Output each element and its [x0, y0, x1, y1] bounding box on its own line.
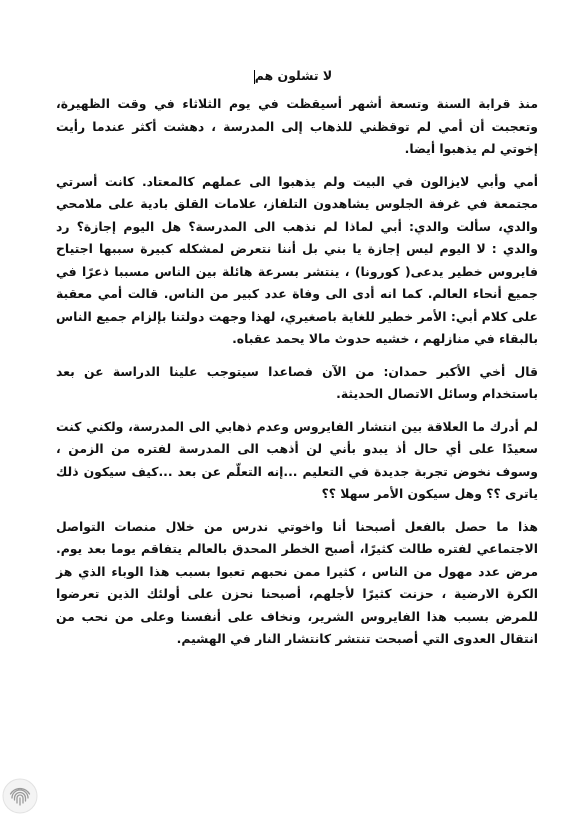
paragraph-3: قال أخي الأكبر حمدان: من الآن فصاعدا سيتوجب علينا الدراسة عن بعد باستخدام وسائل الاتصال الحديثة.	[56, 363, 538, 401]
document-title-line	[0, 68, 585, 84]
fingerprint-icon[interactable]	[2, 778, 38, 814]
document-title: لا تشلون هم	[254, 68, 333, 83]
paragraph-1: منذ قرابة السنة وتسعة أشهر أسيقظت في يوم الثلاثاء في وقت الظهيرة، وتعجبت أن أمي لم توقظني للذهاب إلى المدرسة ، دهشت أكثر عندما رأيت إخوتي لم يذهبوا أيضا.	[56, 96, 538, 156]
paragraph-4: لم أدرك ما العلاقة بين انتشار الفايروس وعدم ذهابي الى المدرسة، ولكني كنت سعيدًا على أي حال أذ يبدو بأني لن أذهب الى المدرسة لفتره من الزمن ، وسوف نخوض تجربة جديدة في التعليم ...إنه التعلّم عن بعد ...كيف سيكون ذلك ياترى ؟؟ وهل سيكون الأمر سهلا ؟؟	[56, 418, 538, 501]
paragraph-5: هذا ما حصل بالفعل أصبحنا أنا واخوتي ندرس من خلال منصات التواصل الاجتماعي لفتره طالت كثيرًا، أصبح الخطر المحدق بالعالم يتفاقم يوما بعد يوم. مرض عدد مهول من الناس ، كثيرا ممن نحبهم تعبوا بسبب هذا الوباء الذي هز الكرة الارضية ، حزنت كثيرًا لأجلهم، أصبحنا نحزن على أولئك الذين تعرضوا للمرض بسبب هذا الفايروس الشرير، ونخاف على أنفسنا وعلى من نحب من انتقال العدوى التي أصبحت تنتشر كانتشار النار في الهشيم.	[56, 518, 538, 646]
paragraph-2: أمي وأبي لايزالون في البيت ولم يذهبوا الى عملهم كالمعتاد. كانت أسرتي مجتمعة في غرفة الجلوس يشاهدون التلفاز، علامات القلق بادية على ملامحي والدي، سألت والدي: أبي لماذا لم نذهب الى المدرسة؟ هل اليوم إجازة؟ رد والدي : لا اليوم ليس إجازة يا بني بل أننا نتعرض لمشكله كبيرة سببها اجتياح فايروس خطير يدعى( كورونا) ، ينتشر بسرعة هائلة بين الناس مسببا ذعرًا في جميع أنحاء العالم. كما انه أدى الى وفاة عدد كبير من الناس. قالت أمي معقبة على كلام أبي: الأمر خطير للغاية باصغيري، لهذا وجهت دولتنا بإلزام جميع الناس بالبقاء في منازلهم ، خشيه حدوث مالا يحمد عقباه.	[56, 173, 538, 346]
document-body[interactable]	[56, 93, 538, 661]
